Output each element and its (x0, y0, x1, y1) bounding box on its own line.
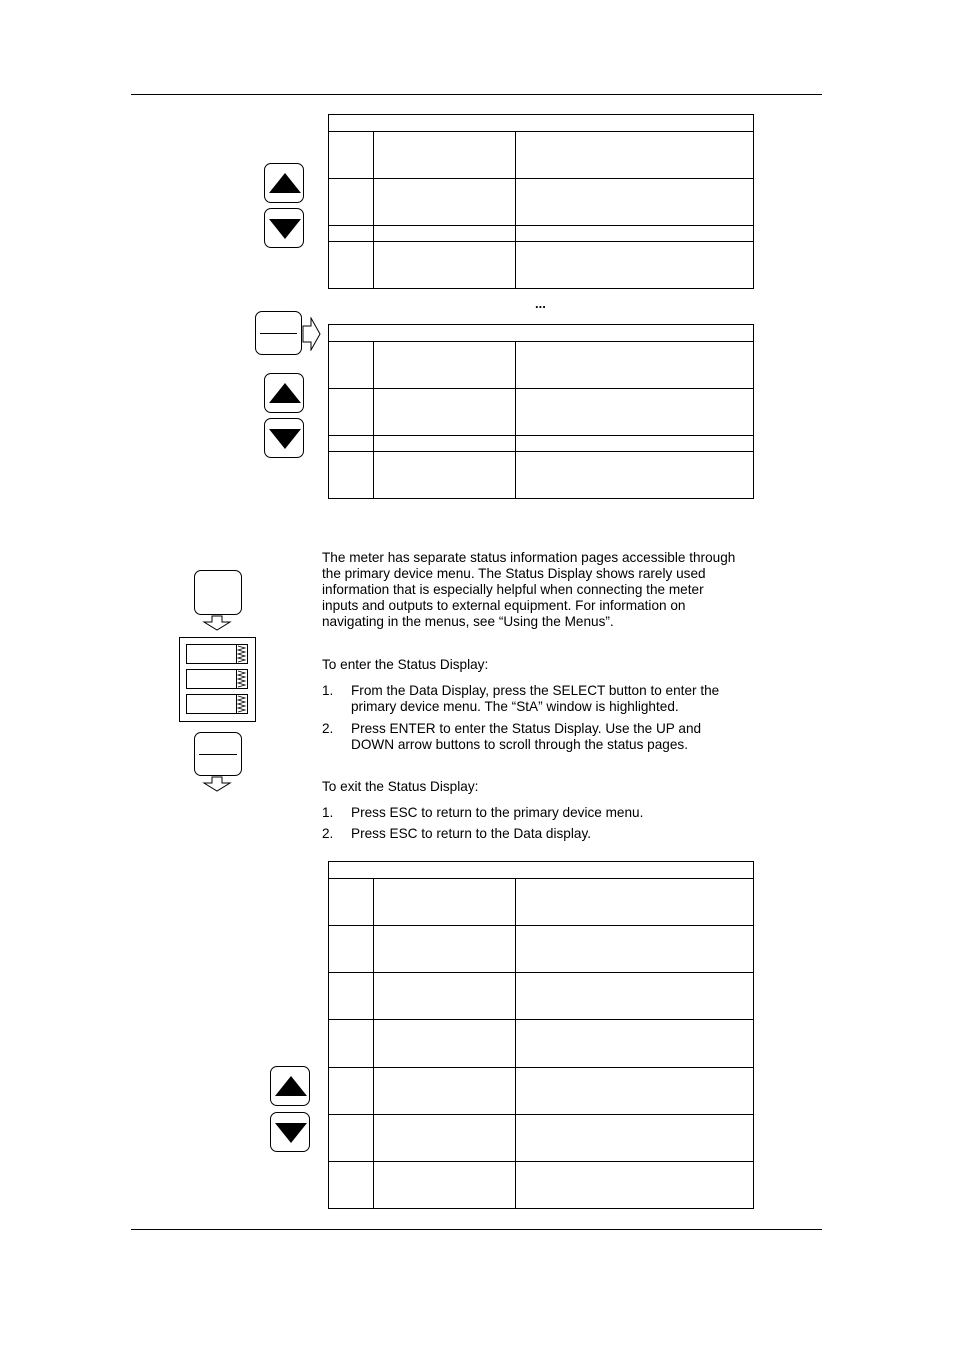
table-row (329, 451, 753, 452)
select-button[interactable] (194, 570, 242, 615)
down-arrow-icon (271, 1113, 311, 1153)
step-number: 1. (322, 805, 334, 820)
footer-rule (131, 1229, 822, 1230)
up-button[interactable] (264, 373, 304, 413)
down-button[interactable] (264, 208, 304, 248)
table-row (329, 1019, 753, 1020)
step-text: Press ESC to return to the Data display. (351, 826, 592, 841)
exit-heading: To exit the Status Display: (322, 779, 479, 794)
table-row (329, 225, 753, 226)
step-text: From the Data Display, press the SELECT button to enter the primary device menu. The “StA” window is highlighted. (351, 683, 720, 714)
down-arrow-outline-icon (202, 776, 234, 792)
step-text: Press ESC to return to the primary device menu. (351, 805, 644, 820)
up-arrow-icon (265, 164, 305, 204)
right-arrow-icon (302, 317, 322, 351)
table-row (329, 972, 753, 973)
table-row (329, 1161, 753, 1162)
step-text: Press ENTER to enter the Status Display. Use the UP and DOWN arrow buttons to scroll through the status pages. (351, 721, 702, 752)
enter-button[interactable] (255, 311, 302, 355)
button-line (199, 754, 237, 755)
highlight-zigzag-icon (236, 645, 247, 663)
down-button[interactable] (264, 418, 304, 458)
table-row (329, 925, 753, 926)
step-number: 1. (322, 683, 334, 698)
up-arrow-icon (265, 374, 305, 414)
down-arrow-icon (265, 209, 305, 249)
down-arrow-outline-icon (202, 615, 234, 631)
table-row (329, 178, 753, 179)
table-2 (328, 324, 754, 499)
enter-button[interactable] (194, 732, 242, 776)
up-button[interactable] (264, 163, 304, 203)
up-button[interactable] (270, 1066, 310, 1106)
table-header (329, 862, 753, 879)
table-row (329, 1067, 753, 1068)
meter-display (179, 637, 256, 722)
table-header (329, 115, 753, 132)
table-row (329, 241, 753, 242)
display-window-2 (186, 669, 248, 689)
table-row (329, 1114, 753, 1115)
display-window-3 (186, 694, 248, 714)
status-intro-paragraph: The meter has separate status information pages accessible through the primary device menu. The Status Display shows rarely used information that is especially helpful when connecting the meter inputs and outputs to external equipment. For information on navigating in the menus, see “Using the Menus”. (322, 550, 736, 629)
table-row (329, 435, 753, 436)
header-rule (131, 94, 822, 95)
step-number: 2. (322, 826, 334, 841)
table-row (329, 388, 753, 389)
ellipsis: ... (535, 296, 546, 311)
step-number: 2. (322, 721, 334, 736)
button-line (260, 333, 297, 334)
table-3 (328, 861, 754, 1209)
table-1 (328, 114, 754, 289)
up-arrow-icon (271, 1067, 311, 1107)
enter-heading: To enter the Status Display: (322, 657, 489, 672)
display-window-1 (186, 644, 248, 664)
table-header (329, 325, 753, 342)
down-button[interactable] (270, 1112, 310, 1152)
highlight-zigzag-icon (236, 670, 247, 688)
highlight-zigzag-icon (236, 695, 247, 713)
down-arrow-icon (265, 419, 305, 459)
